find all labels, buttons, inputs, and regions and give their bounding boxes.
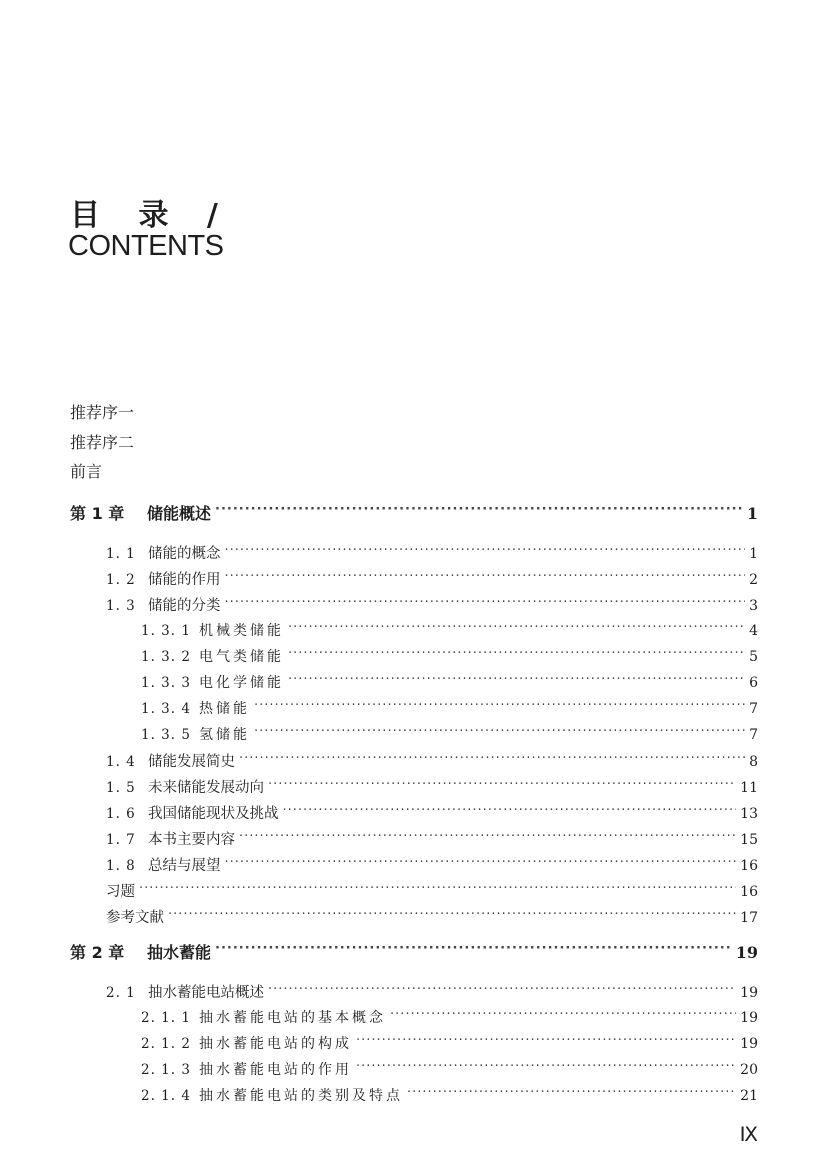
toc-entry-label: 抽水蓄能电站的类别及特点 (199, 1088, 403, 1104)
toc-subsection-entry[interactable] (141, 620, 758, 640)
page-title-cn: 目 录 / (70, 198, 232, 233)
front-matter-item: 前言 (70, 462, 103, 481)
toc-entry-number: 1. 3. 2 (141, 649, 191, 665)
toc-dot-leader (356, 1060, 736, 1074)
toc-entry-number: 1. 1 (106, 546, 136, 562)
toc-entry-page: 8 (749, 754, 758, 770)
toc-entry-page: 1 (746, 504, 758, 523)
toc-entry-page: 4 (749, 623, 758, 639)
toc-section-entry[interactable] (106, 981, 758, 1002)
toc-entry-label: 抽水蓄能电站的作用 (199, 1062, 352, 1078)
toc-entry-page: 16 (740, 884, 758, 900)
toc-section-entry[interactable] (106, 594, 758, 615)
toc-dot-leader (254, 725, 745, 739)
toc-dot-leader (254, 699, 745, 713)
toc-entry-label: 抽水蓄能电站的基本概念 (199, 1010, 386, 1026)
toc-entry-number: 1. 7 (106, 832, 136, 848)
toc-dot-leader (239, 830, 736, 845)
toc-dot-leader (225, 570, 746, 585)
front-matter-item: 推荐序一 (70, 403, 135, 422)
toc-entry-label: 习题 (106, 884, 135, 900)
toc-entry-label: 我国储能现状及挑战 (148, 806, 279, 822)
toc-entry-page: 19 (740, 1010, 758, 1026)
toc-entry-number: 1. 2 (106, 572, 136, 588)
toc-section-entry[interactable] (106, 828, 758, 849)
toc-entry-label: 电气类储能 (199, 649, 284, 665)
toc-entry-page: 21 (740, 1088, 758, 1104)
toc-entry-page: 2 (749, 572, 758, 588)
toc-dot-leader (356, 1034, 736, 1048)
toc-entry-number: 第 1 章 (70, 504, 125, 523)
toc-section-entry[interactable] (106, 750, 758, 771)
toc-entry-label: 储能的作用 (148, 572, 221, 588)
toc-entry-label: 机械类储能 (199, 623, 284, 639)
toc-subsection-entry[interactable] (141, 1059, 758, 1079)
toc-entry-label: 本书主要内容 (148, 832, 235, 848)
toc-entry-label: 氢储能 (199, 727, 250, 743)
toc-entry-page: 11 (740, 780, 758, 796)
toc-entry-page: 13 (740, 806, 758, 822)
toc-entry-number: 1. 8 (106, 858, 136, 874)
toc-chapter-entry[interactable] (70, 501, 758, 524)
toc-entry-label: 电化学储能 (199, 675, 284, 691)
toc-entry-page: 19 (735, 943, 758, 962)
toc-section-entry[interactable] (106, 542, 758, 563)
toc-entry-label: 抽水蓄能电站的构成 (199, 1036, 352, 1052)
toc-entry-label: 储能的分类 (148, 598, 221, 614)
toc-dot-leader (139, 882, 736, 897)
toc-section-entry[interactable] (106, 880, 758, 901)
toc-entry-number: 2. 1. 4 (141, 1088, 191, 1104)
toc-entry-number: 2. 1. 1 (141, 1010, 191, 1026)
toc-entry-page: 19 (740, 985, 758, 1001)
toc-entry-number: 1. 3. 3 (141, 675, 191, 691)
toc-entry-page: 15 (740, 832, 758, 848)
toc-entry-number: 1. 6 (106, 806, 136, 822)
toc-entry-number: 2. 1 (106, 985, 136, 1001)
toc-section-entry[interactable] (106, 776, 758, 797)
toc-entry-label: 储能概述 (147, 504, 212, 523)
toc-section-entry[interactable] (106, 906, 758, 927)
page-title-en: CONTENTS (68, 230, 224, 262)
toc-dot-leader (288, 621, 745, 635)
toc-entry-label: 热储能 (199, 701, 250, 717)
toc-section-entry[interactable] (106, 568, 758, 589)
toc-entry-number: 1. 4 (106, 754, 136, 770)
toc-subsection-entry[interactable] (141, 1085, 758, 1105)
toc-dot-leader (239, 752, 745, 767)
toc-entry-page: 16 (740, 858, 758, 874)
toc-entry-number: 1. 3. 5 (141, 727, 191, 743)
toc-entry-number: 第 2 章 (70, 943, 125, 962)
toc-dot-leader (268, 778, 736, 793)
toc-entry-label: 未来储能发展动向 (148, 780, 264, 796)
toc-subsection-entry[interactable] (141, 698, 758, 718)
toc-entry-number: 1. 5 (106, 780, 136, 796)
toc-subsection-entry[interactable] (141, 672, 758, 692)
toc-entry-number: 1. 3. 1 (141, 623, 191, 639)
toc-entry-page: 17 (740, 910, 758, 926)
toc-entry-number: 1. 3. 4 (141, 701, 191, 717)
toc-subsection-entry[interactable] (141, 724, 758, 744)
toc-entry-label: 储能发展简史 (148, 754, 235, 770)
toc-subsection-entry[interactable] (141, 1007, 758, 1027)
toc-entry-label: 参考文献 (106, 910, 164, 926)
toc-entry-page: 7 (749, 701, 758, 717)
toc-chapter-entry[interactable] (70, 940, 758, 963)
toc-dot-leader (268, 983, 736, 998)
toc-dot-leader (225, 596, 746, 611)
toc-subsection-entry[interactable] (141, 1033, 758, 1053)
toc-dot-leader (288, 673, 745, 687)
toc-dot-leader (283, 804, 737, 819)
toc-dot-leader (390, 1008, 736, 1022)
toc-dot-leader (288, 647, 745, 661)
toc-entry-page: 1 (749, 546, 758, 562)
toc-subsection-entry[interactable] (141, 646, 758, 666)
toc-entry-page: 5 (749, 649, 758, 665)
toc-entry-number: 2. 1. 3 (141, 1062, 191, 1078)
toc-entry-page: 6 (749, 675, 758, 691)
toc-entry-label: 抽水蓄能电站概述 (148, 985, 264, 1001)
toc-dot-leader (407, 1086, 736, 1100)
front-matter-item: 推荐序二 (70, 433, 135, 452)
toc-section-entry[interactable] (106, 802, 758, 823)
toc-section-entry[interactable] (106, 854, 758, 875)
toc-entry-label: 抽水蓄能 (147, 943, 212, 962)
toc-entry-page: 7 (749, 727, 758, 743)
toc-entry-label: 总结与展望 (148, 858, 221, 874)
toc-entry-number: 1. 3 (106, 598, 136, 614)
toc-entry-label: 储能的概念 (148, 546, 221, 562)
toc-dot-leader (215, 942, 732, 958)
toc-entry-page: 20 (740, 1062, 758, 1078)
toc-entry-page: 3 (749, 598, 758, 614)
toc-dot-leader (168, 908, 736, 923)
toc-dot-leader (225, 544, 746, 559)
toc-dot-leader (225, 856, 737, 871)
toc-entry-page: 19 (740, 1036, 758, 1052)
toc-entry-number: 2. 1. 2 (141, 1036, 191, 1052)
page-number: Ⅸ (739, 1124, 758, 1146)
toc-dot-leader (215, 503, 743, 519)
